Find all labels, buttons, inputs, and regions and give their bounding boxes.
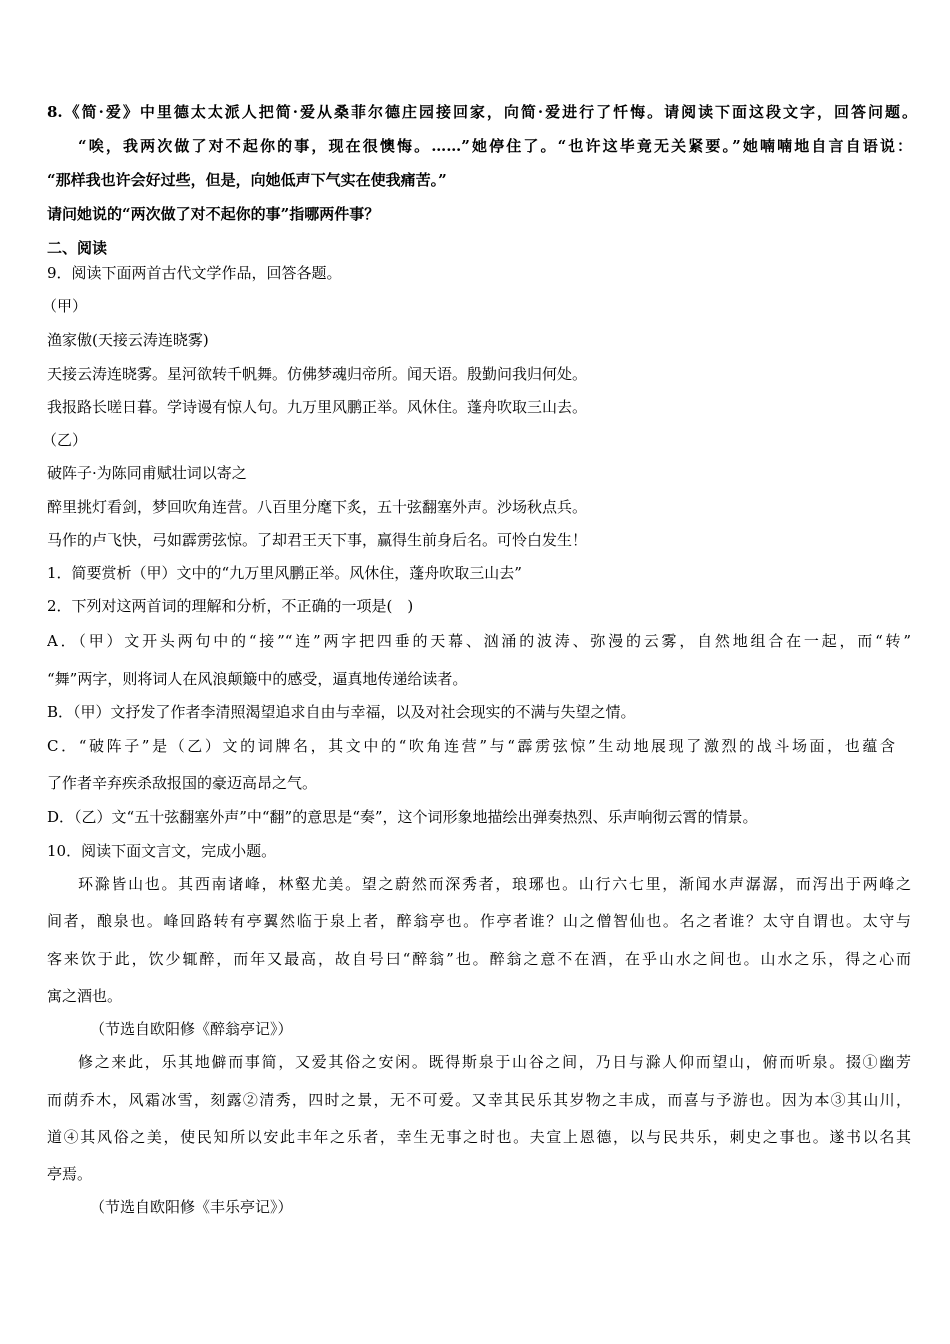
- option-a-cont: “舞”两字，则将词人在风浪颠簸中的感受，逼真地传递给读者。: [47, 670, 468, 688]
- sub-question-2: 2．下列对这两首词的理解和分析，不正确的一项是( ): [47, 597, 414, 615]
- option-c: C．“破阵子”是（乙）文的词牌名，其文中的“吹角连营”与“霹雳弦惊”生动地展现了激烈的战斗场面，也蕴含: [47, 737, 895, 755]
- option-c-cont: 了作者辛弃疾杀敌报国的豪迈高昂之气。: [47, 774, 318, 792]
- passage2-line: 修之来此，乐其地僻而事简，又爱其俗之安闲。既得斯泉于山谷之间，乃日与滁人仰而望山，俯而听泉。掇①幽芳: [78, 1053, 911, 1071]
- passage1-line: 间者，酿泉也。峰回路转有亭翼然临于泉上者，醉翁亭也。作亭者谁？山之僧智仙也。名之者谁？太守自谓也。太守与: [47, 912, 911, 930]
- option-b: B．（甲）文抒发了作者李清照渴望追求自由与幸福，以及对社会现实的不满与失望之情。: [47, 703, 636, 721]
- source-2: （节选自欧阳修《丰乐亭记》）: [90, 1198, 293, 1216]
- q10-title: 10．阅读下面文言文，完成小题。: [47, 842, 277, 860]
- passage2-line: 亭焉。: [47, 1165, 93, 1183]
- option-a: A．（甲）文开头两句中的“接”“连”两字把四垂的天幕、汹涌的波涛、弥漫的云雾，自然地组合在一起，而“转”: [47, 632, 911, 650]
- q8-question: 请问她说的“两次做了对不起你的事”指哪两件事？: [47, 205, 380, 223]
- q8-title: 8.《简·爱》中里德太太派人把简·爱从桑菲尔德庄园接回家，向简·爱进行了忏悔。请阅读下面这段文字，回答问题。: [47, 103, 917, 121]
- passage2-line: 道④其风俗之美，使民知所以安此丰年之乐者，幸生无事之时也。夫宣上恩德，以与民共乐，刺史之事也。遂书以名其: [47, 1128, 911, 1146]
- passage1-line: 寓之酒也。: [47, 987, 123, 1005]
- jia-line: 我报路长嗟日暮。学诗谩有惊人句。九万里风鹏正举。风休住。蓬舟吹取三山去。: [47, 398, 588, 416]
- passage1-line: 环滁皆山也。其西南诸峰，林壑尤美。望之蔚然而深秀者，琅琊也。山行六七里，渐闻水声潺潺，而泻出于两峰之: [78, 875, 911, 893]
- passage1-line: 客来饮于此，饮少辄醉，而年又最高，故自号曰“醉翁”也。醉翁之意不在酒，在乎山水之间也。山水之乐，得之心而: [47, 950, 911, 968]
- jia-line: 天接云涛连晓雾。星河欲转千帆舞。仿佛梦魂归帝所。闻天语。殷勤问我归何处。: [47, 365, 588, 383]
- yi-line: 马作的卢飞快，弓如霹雳弦惊。了却君王天下事，赢得生前身后名。可怜白发生！: [47, 531, 588, 549]
- yi-title: 破阵子·为陈同甫赋壮词以寄之: [47, 464, 247, 482]
- section-heading: 二、阅读: [47, 239, 108, 257]
- source-1: （节选自欧阳修《醉翁亭记》）: [90, 1020, 293, 1038]
- yi-label: （乙）: [42, 431, 88, 449]
- option-d: D．（乙）文“五十弦翻塞外声”中“翻”的意思是“奏”，这个词形象地描绘出弹奏热烈、乐声响彻云霄的情景。: [47, 808, 758, 826]
- yi-line: 醉里挑灯看剑，梦回吹角连营。八百里分麾下炙，五十弦翻塞外声。沙场秋点兵。: [47, 498, 588, 516]
- jia-label: （甲）: [42, 297, 88, 315]
- sub-question-1: 1．简要赏析（甲）文中的“九万里风鹏正举。风休住，蓬舟吹取三山去”: [47, 564, 522, 582]
- passage2-line: 而荫乔木，风霜冰雪，刻露②清秀，四时之景，无不可爱。又幸其民乐其岁物之丰成，而喜与予游也。因为本③其山川，: [47, 1091, 911, 1109]
- q8-quote-line2: “那样我也许会好过些，但是，向她低声下气实在使我痛苦。”: [47, 171, 447, 189]
- q9-title: 9．阅读下面两首古代文学作品，回答各题。: [47, 264, 342, 282]
- jia-title: 渔家傲(天接云涛连晓雾): [47, 331, 209, 349]
- q8-quote-line1: “唉，我两次做了对不起你的事，现在很懊悔。……”她停住了。“也许这毕竟无关紧要。”她喃喃地自言自语说：: [78, 137, 912, 155]
